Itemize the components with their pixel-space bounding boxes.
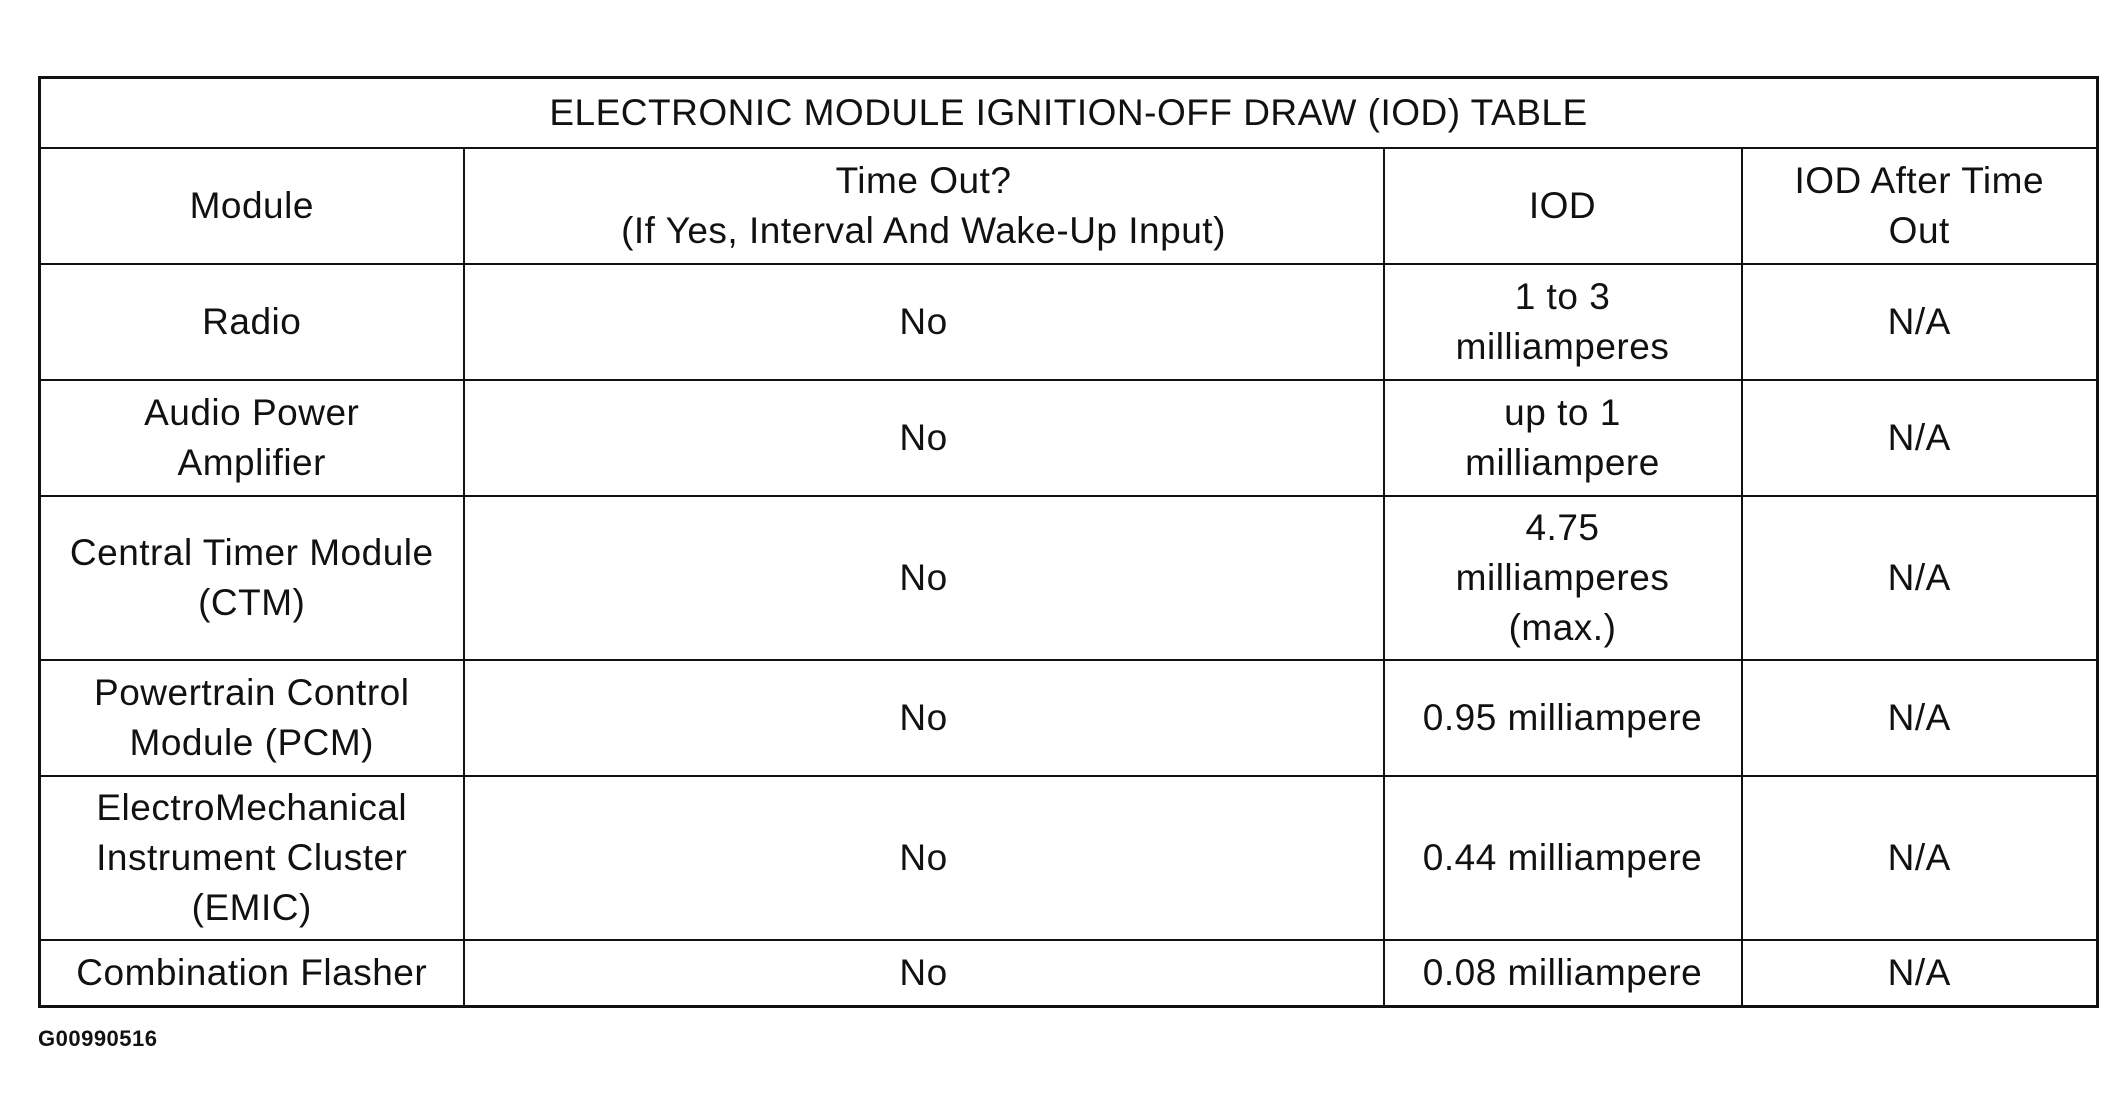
iod-after-cell: N/A: [1742, 496, 2098, 660]
table-header-row: [40, 148, 2098, 264]
table-title-row: [40, 78, 2098, 149]
module-cell: Powertrain Control Module (PCM): [40, 660, 464, 776]
table-row: [40, 264, 2098, 380]
iod-after-cell: N/A: [1742, 380, 2098, 496]
time-out-cell: No: [464, 940, 1384, 1006]
header-iod-after-time-out: IOD After Time Out: [1742, 148, 2098, 264]
header-time-out: Time Out? (If Yes, Interval And Wake-Up Input): [464, 148, 1384, 264]
iod-cell: 0.08 milliampere: [1384, 940, 1742, 1006]
iod-after-cell: N/A: [1742, 264, 2098, 380]
iod-after-cell: N/A: [1742, 660, 2098, 776]
module-cell: ElectroMechanical Instrument Cluster (EMIC): [40, 776, 464, 940]
table-row: [40, 776, 2098, 940]
time-out-cell: No: [464, 496, 1384, 660]
header-module: Module: [40, 148, 464, 264]
iod-cell: 1 to 3 milliamperes: [1384, 264, 1742, 380]
iod-after-cell: N/A: [1742, 776, 2098, 940]
iod-after-cell: N/A: [1742, 940, 2098, 1006]
time-out-cell: No: [464, 264, 1384, 380]
module-cell: Radio: [40, 264, 464, 380]
table-row: [40, 380, 2098, 496]
table-row: [40, 496, 2098, 660]
time-out-cell: No: [464, 776, 1384, 940]
iod-table: [38, 76, 2099, 1008]
time-out-cell: No: [464, 660, 1384, 776]
header-iod: IOD: [1384, 148, 1742, 264]
module-cell: Central Timer Module (CTM): [40, 496, 464, 660]
module-cell: Combination Flasher: [40, 940, 464, 1006]
table-title: ELECTRONIC MODULE IGNITION-OFF DRAW (IOD) TABLE: [40, 78, 2098, 149]
time-out-cell: No: [464, 380, 1384, 496]
iod-cell: up to 1 milliampere: [1384, 380, 1742, 496]
table-row: [40, 940, 2098, 1006]
table-row: [40, 660, 2098, 776]
figure-id: G00990516: [38, 1026, 158, 1051]
iod-cell: 0.44 milliampere: [1384, 776, 1742, 940]
iod-cell: 0.95 milliampere: [1384, 660, 1742, 776]
iod-cell: 4.75 milliamperes (max.): [1384, 496, 1742, 660]
module-cell: Audio Power Amplifier: [40, 380, 464, 496]
